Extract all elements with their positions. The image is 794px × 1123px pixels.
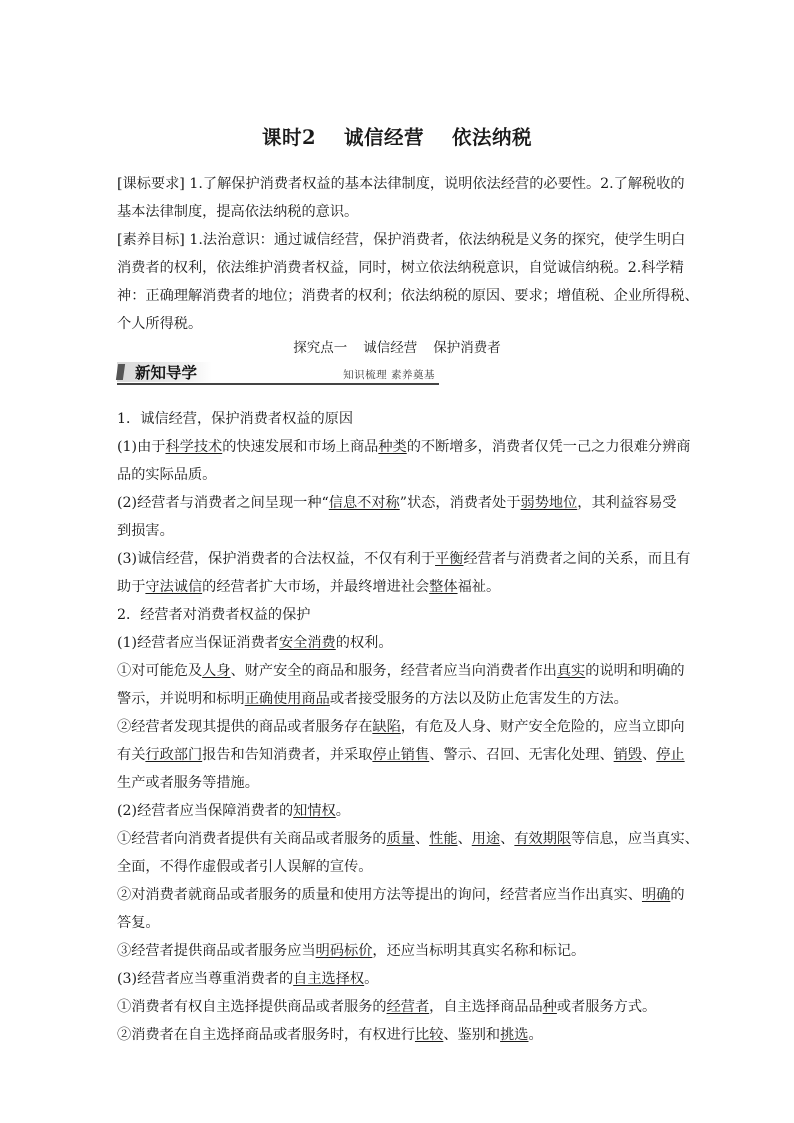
- paragraph-1-line-1: (1)由于科学技术的快速发展和市场上商品种类的不断增多，消费者仅凭一己之力很难分辨商: [117, 439, 691, 455]
- suyang-label: [素养目标]: [117, 232, 185, 248]
- title-heading-2: 依法纳税: [452, 126, 533, 149]
- item-1b-line-3: 生产或者服务等措施。: [117, 775, 259, 791]
- item-3a-line: ①消费者有权自主选择提供商品或者服务的经营者，自主选择商品品种或者服务方式。: [117, 999, 657, 1015]
- item-3b-line: ②消费者在自主选择商品或者服务时，有权进行比较、鉴别和挑选。: [117, 1027, 543, 1043]
- item-1a-line-1: ①对可能危及人身、财产安全的商品和服务，经营者应当向消费者作出真实的说明和明确的: [117, 663, 685, 679]
- body-section: [117, 405, 699, 1049]
- item-2b-line-2: 答复。: [117, 915, 160, 931]
- item-2b-line-1: ②对消费者就商品或者服务的质量和使用方法等提出的询问，经营者应当作出真实、明确的: [117, 887, 685, 903]
- title-heading-1: 诚信经营: [344, 126, 425, 149]
- banner-divider: [117, 383, 439, 385]
- item-2-line: (2)经营者应当保障消费者的知情权。: [117, 803, 350, 819]
- suyang-line-4: 个人所得税。: [117, 316, 203, 332]
- intro-section: [117, 170, 699, 338]
- heading-1: 1．诚信经营，保护消费者权益的原因: [117, 411, 354, 427]
- paragraph-2-line-1: (2)经营者与消费者之间呈现一种“信息不对称”状态，消费者处于弱势地位，其利益容易受: [117, 495, 677, 511]
- paragraph-1-line-2: 品的实际品质。: [117, 467, 217, 483]
- paragraph-3-line-2: 助于守法诚信的经营者扩大市场，并最终增进社会整体福祉。: [117, 579, 501, 595]
- item-1b-line-2: 有关行政部门报告和告知消费者，并采取停止销售、警示、召回、无害化处理、销毁、停止: [117, 747, 685, 763]
- item-2a-line-1: ①经营者向消费者提供有关商品或者服务的质量、性能、用途、有效期限等信息，应当真实、: [117, 831, 699, 847]
- kebiao-line-2: 基本法律制度，提高依法纳税的意识。: [117, 204, 359, 220]
- page-title: [0, 122, 794, 150]
- item-1a-line-2: 警示，并说明和标明正确使用商品或者接受服务的方法以及防止危害发生的方法。: [117, 691, 628, 707]
- suyang-line-1: [素养目标] 1.法治意识：通过诚信经营，保护消费者，依法纳税是义务的探究，使学生明白: [117, 232, 686, 248]
- suyang-line-3: 神：正确理解消费者的地位；消费者的权利；依法纳税的原因、要求；增值税、企业所得税、: [117, 288, 699, 304]
- section-heading: 探究点一 诚信经营 保护消费者: [293, 340, 501, 356]
- xinzhi-banner: [117, 361, 439, 387]
- suyang-line-2: 消费者的权利，依法维护消费者权益，同时，树立依法纳税意识，自觉诚信纳税。2.科学精: [117, 260, 684, 276]
- item-2c-line: ③经营者提供商品或者服务应当明码标价，还应当标明其真实名称和标记。: [117, 943, 586, 959]
- item-1b-line-1: ②经营者发现其提供的商品或者服务存在缺陷，有危及人身、财产安全危险的，应当立即向: [117, 719, 685, 735]
- kebiao-line-1: [课标要求] 1.了解保护消费者权益的基本法律制度，说明依法经营的必要性。2.了解税收的: [117, 176, 685, 192]
- paragraph-2-line-2: 到损害。: [117, 523, 174, 539]
- heading-2: 2．经营者对消费者权益的保护: [117, 607, 311, 623]
- banner-title: 新知导学: [135, 364, 198, 382]
- banner-tag: 知识梳理 素养奠基: [343, 369, 435, 381]
- item-2a-line-2: 全面，不得作虚假或者引人误解的宣传。: [117, 859, 373, 875]
- item-3-line: (3)经营者应当尊重消费者的自主选择权。: [117, 971, 379, 987]
- paragraph-3-line-1: (3)诚信经营，保护消费者的合法权益，不仅有利于平衡经营者与消费者之间的关系，而且有: [117, 551, 691, 567]
- kebiao-label: [课标要求]: [117, 176, 185, 192]
- item-1-line: (1)经营者应当保证消费者安全消费的权利。: [117, 635, 393, 651]
- lesson-number: 课时2: [261, 126, 317, 149]
